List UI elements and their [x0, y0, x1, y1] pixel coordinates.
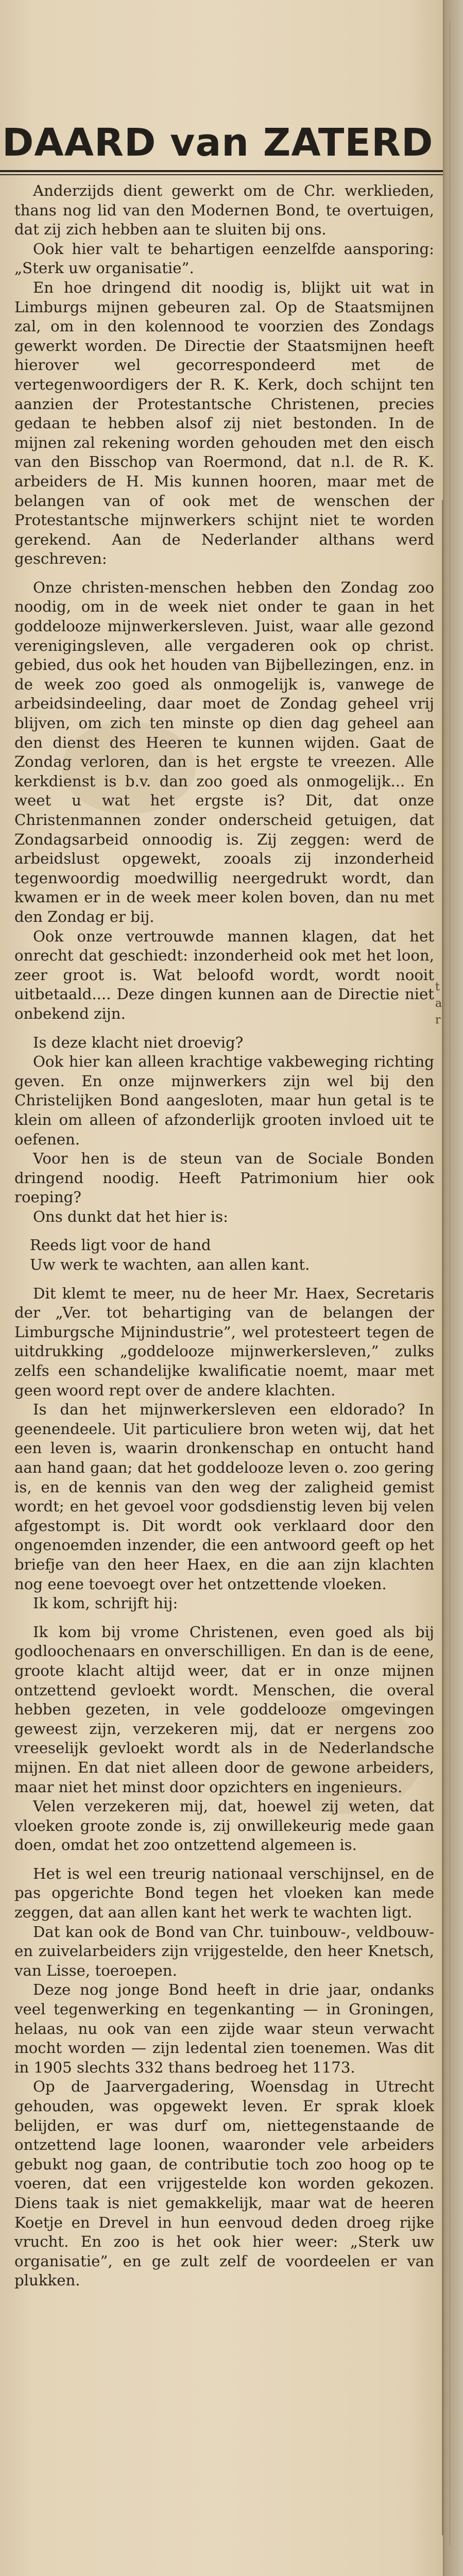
- article-paragraph: Dat kan ook de Bond van Chr. tuinbouw-, veldbouw- en zuivelarbeiders zijn vrijgestelde, den heer Knetsch, van Lisse, toeroepen.: [14, 1923, 434, 1979]
- article-paragraph: Ook hier kan alleen krachtige vakbeweging richting geven. En onze mijnwerkers zijn wel bij den Christelijken Bond aangesloten, maar hun getal is te klein om alleen of afzonderlijk grooten invloed uit te oefenen.: [14, 1053, 434, 1148]
- article-paragraph: En hoe dringend dit noodig is, blijkt uit wat in Limburgs mijnen gebeuren zal. Op de Staatsmijnen zal, om in den kolennood te voorzien des Zondags gewerkt worden. De Directie der Staatsmijnen heeft hierover wel gecorrespondeerd met de vertegenwoordigers der R. K. Kerk, doch schijnt ten aanzien der Protestantsche Christenen, precies gedaan te hebben alsof zij niet bestonden. In de mijnen zal rekening worden gehouden met den eisch van den Bisschop van Roermond, dat n.l. de R. K. arbeiders de H. Mis kunnen hooren, maar met de belangen van of ook met de wenschen der Protestantsche mijnwerkers schijnt niet te worden gerekend. Aan de Nederlander althans werd geschreven:: [14, 278, 434, 568]
- article-paragraph: Ons dunkt dat het hier is:: [33, 1207, 228, 1225]
- article-body: [14, 181, 434, 2291]
- article-paragraph: Onze christen-menschen hebben den Zondag zoo noodig, om in de week niet onder te gaan in het goddelooze mijnwerkersleven. Juist, waar alle gezond verenigingsleven, alle vergaderen ook op christ. gebied, dus ook het houden van Bijbellezingen, enz. in de week zoo goed als onmogelijk is, vanwege de arbeidsindeeling, daar moet de Zondag geheel vrij blijven, om zich ten minste op dien dag geheel aan den dienst des Heeren te kunnen wijden. Gaat de Zondag verloren, dan is het ergste te vreezen. Alle kerkdienst is b.v. dan zoo goed als onmogelijk... En weet u wat het ergste is? Dit, dat onze Christenmannen zonder onderscheid getuigen, dat Zondagsarbeid onnoodig is. Zij zeggen: werd de arbeidslust opgewekt, zooals zij inzonderheid tegenwoordig moedwillig neergedrukt wordt, dan kwamen er in de week meer kolen boven, dan nu met den Zondag er bij.: [14, 578, 434, 925]
- article-paragraph: Voor hen is de steun van de Sociale Bonden dringend noodig. Heeft Patrimonium hier ook roeping?: [14, 1150, 434, 1206]
- edge-characters: t a r: [435, 981, 442, 1026]
- article-paragraph: Ik kom, schrijft hij:: [33, 1594, 178, 1612]
- masthead-rule: [0, 170, 443, 172]
- article-paragraph: Dit klemt te meer, nu de heer Mr. Haex, Secretaris der „Ver. tot behartiging van de belangen der Limburgsche Mijnindustrie”, wel protesteert tegen de uitdrukking „goddelooze mijnwerkersleven,” zulks zelfs een schandelijke kwalificatie noemt, maar met geen woord rept over de andere klachten.: [14, 1284, 434, 1399]
- article-paragraph: Anderzijds dient gewerkt om de Chr. werklieden, thans nog lid van den Modernen Bond, te overtuigen, dat zij zich hebben aan te sluiten bij ons.: [14, 182, 434, 239]
- article-paragraph: Ook onze vertrouwde mannen klagen, dat het onrecht dat geschiedt: inzonderheid ook met het loon, zeer groot is. Wat beloofd wordt, wordt nooit uitbetaald.... Deze dingen kunnen aan de Directie niet onbekend zijn.: [14, 927, 434, 1022]
- article-paragraph: Velen verzekeren mij, dat, hoewel zij weten, dat vloeken groote zonde is, zij onwillekeurig mede gaan doen, omdat het zoo ontzettend algemeen is.: [14, 1797, 434, 1854]
- article-paragraph: Is deze klacht niet droevig?: [33, 1033, 244, 1051]
- article-paragraph: Op de Jaarvergadering, Woensdag in Utrecht gehouden, was opgewekt leven. Er sprak kloek belijden, er was durf om, niettegenstaande de ontzettend lage loonen, waaronder vele arbeiders gebukt nog gaan, de contributie toch zoo hoog op te voeren, dat een vrijgestelde kon worden gekozen. Diens taak is niet gemakkelijk, maar wat de heeren Koetje en Drevel in hun eenvoud deden droeg rijke vrucht. En zoo is het ook hier weer: „Sterk uw organisatie”, en ge zult zelf de voordeelen er van plukken.: [14, 2078, 434, 2289]
- masthead-rule-thin: [0, 174, 443, 175]
- article-paragraph: Deze nog jonge Bond heeft in drie jaar, ondanks veel tegenwerking en tegenkanting — in Groningen, helaas, nu ook van een zijde waar steun verwacht mocht worden — zijn ledental zien toenemen. Was dit in 1905 slechts 332 thans bedroeg het 1173.: [14, 1981, 434, 2076]
- article-paragraph: Is dan het mijnwerkersleven een eldorado? In geenendeele. Uit particuliere bron weten wij, dat het een leven is, waarin dronkenschap en ontucht hand aan hand gaan; dat het goddelooze leven o. zoo gering is, en de kennis van den weg der zaligheid gemist wordt; en het gevoel voor godsdienstig leven bij velen afgestompt is. Dit wordt ook verklaard door den ongenoemden inzender, die een antwoord geeft op het briefje van den heer Haex, en die aan zijn klachten nog eene toevoegt over het ontzettende vloeken.: [14, 1401, 434, 1593]
- article-paragraph: Ook hier valt te behartigen eenzelfde aansporing: „Sterk uw organisatie”.: [14, 240, 434, 277]
- masthead-title: DAARD van ZATERD: [2, 121, 434, 165]
- article-paragraph: Ik kom bij vrome Christenen, even goed als bij godloochenaars en onverschilligen. En dan is de eene, groote klacht altijd weer, dat er in onze mijnen ontzettend gevloekt wordt. Menschen, die overal hebben gezeten, in vele goddelooze omgevingen geweest zijn, verzekeren mij, dat er nergens zoo vreeselijk gevloekt wordt als in de Nederlandsche mijnen. En dat niet alleen door de gewone arbeiders, maar niet het minst door opzichters en ingenieurs.: [14, 1623, 434, 1796]
- article-paragraph: Uw werk te wachten, aan allen kant.: [30, 1256, 310, 1274]
- article-paragraph: Het is wel een treurig nationaal verschijnsel, en de pas opgerichte Bond tegen het vloeken kan mede zeggen, dat aan allen kant het werk te wachten ligt.: [14, 1864, 434, 1922]
- column-edge-line: [442, 500, 443, 2535]
- background-strip: [443, 0, 463, 2576]
- article-paragraph: Reeds ligt voor de hand: [30, 1236, 211, 1254]
